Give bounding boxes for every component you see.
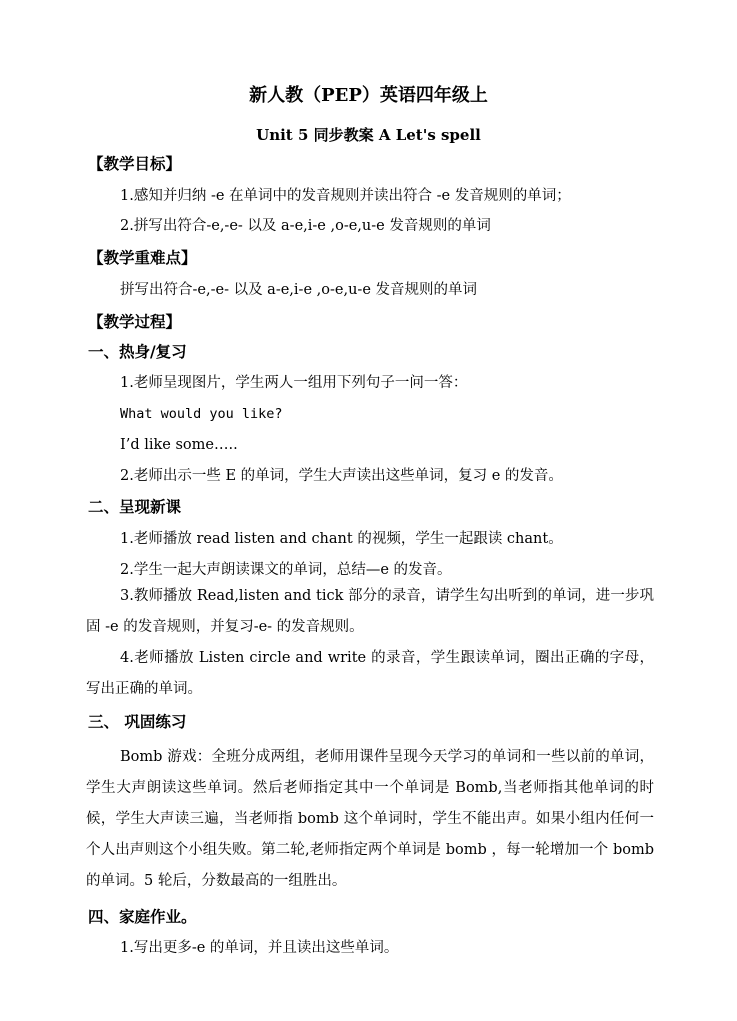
warmup-item-1: 1.老师呈现图片，学生两人一组用下列句子一问一答： bbox=[120, 375, 468, 391]
process-heading: 【教学过程】 bbox=[88, 312, 182, 331]
warmup-item-4: 2.老师出示一些 E 的单词，学生大声读出这些单词，复习 e 的发音。 bbox=[120, 468, 563, 484]
key-points-heading: 【教学重难点】 bbox=[88, 248, 197, 267]
practice-text: Bomb 游戏：全班分成两组，老师用课件呈现今天学习的单词和一些以前的单词，学生大声朗读这些单词。然后老师指定其中一个单词是 Bomb,当老师指其他单词的时候，学生大声读三遍，当老师指 bomb 这个单词时，学生不能出声。如果小组内任何一个人出声则这个小组失败。第二轮,老师指定两个单词是 bomb ，每一轮增加一个 bomb 的单词。5 轮后，分数最高的一组胜出。 bbox=[86, 749, 654, 889]
presentation-item-1: 1.老师播放 read listen and chant 的视频，学生一起跟读 chant。 bbox=[120, 531, 563, 547]
key-points-text: 拼写出符合-e,-e- 以及 a-e,i-e ,o-e,u-e 发音规则的单词 bbox=[120, 282, 478, 298]
warmup-item-3: I’d like some….. bbox=[120, 437, 238, 453]
presentation-item-2: 2.学生一起大声朗读课文的单词，总结—e 的发音。 bbox=[120, 562, 452, 578]
homework-heading: 四、家庭作业。 bbox=[88, 907, 197, 926]
document-title: 新人教（PEP）英语四年级上 bbox=[249, 85, 488, 106]
warmup-item-2: What would you like? bbox=[120, 406, 283, 422]
document-subtitle: Unit 5 同步教案 A Let's spell bbox=[256, 126, 481, 144]
presentation-heading: 二、呈现新课 bbox=[88, 497, 182, 516]
presentation-item-4: 4.老师播放 Listen circle and write 的录音，学生跟读单词，圈出正确的字母，写出正确的单词。 bbox=[86, 650, 654, 697]
warmup-heading: 一、热身/复习 bbox=[88, 342, 187, 361]
homework-item-1: 1.写出更多-e 的单词，并且读出这些单词。 bbox=[120, 940, 399, 956]
objective-item-1: 1.感知并归纳 -e 在单词中的发音规则并读出符合 -e 发音规则的单词； bbox=[120, 188, 571, 204]
practice-heading: 三、 巩固练习 bbox=[88, 712, 187, 731]
objectives-heading: 【教学目标】 bbox=[88, 154, 182, 173]
objective-item-2: 2.拼写出符合-e,-e- 以及 a-e,i-e ,o-e,u-e 发音规则的单词 bbox=[120, 218, 491, 234]
presentation-item-3: 3.教师播放 Read,listen and tick 部分的录音，请学生勾出听到的单词，进一步巩固 -e 的发音规则，并复习-e- 的发音规则。 bbox=[86, 588, 654, 635]
